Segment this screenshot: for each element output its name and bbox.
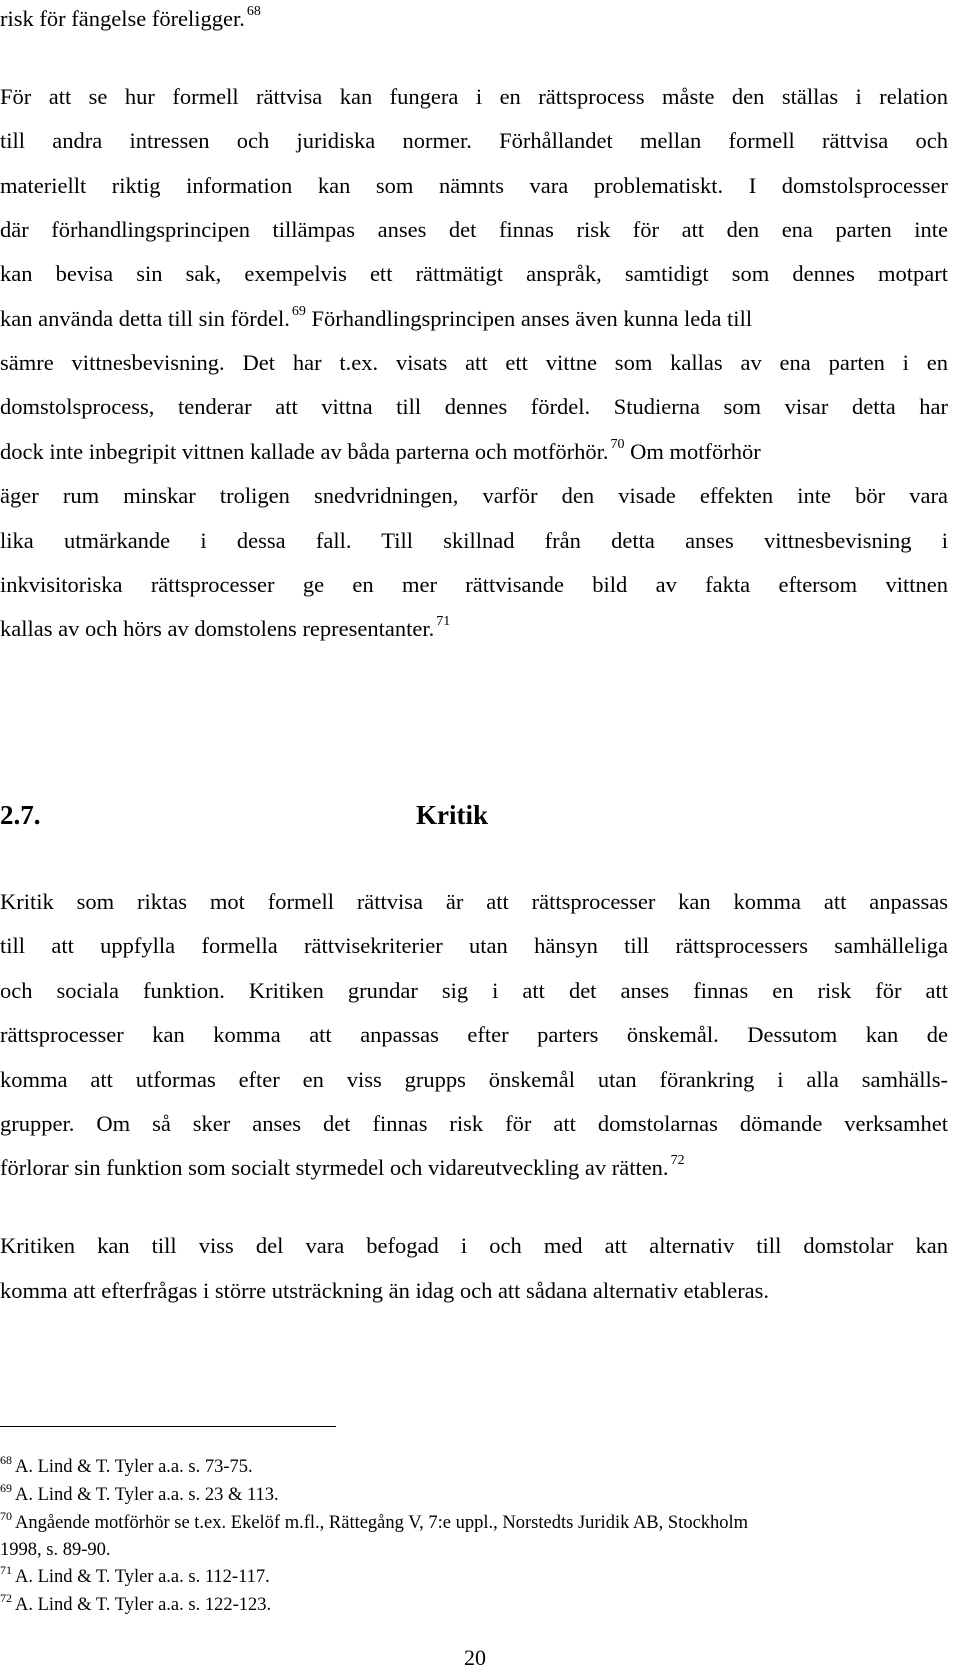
paragraph-line xyxy=(0,570,948,600)
paragraph-line xyxy=(0,304,948,338)
paragraph-line xyxy=(0,392,948,422)
footnote-number: 71 xyxy=(0,1563,12,1577)
paragraph-line xyxy=(0,1020,948,1050)
line-text: där förhandlingsprincipen tillämpas anses det finnas risk för att den ena parten inte xyxy=(0,217,948,242)
line-text: Kritik som riktas mot formell rättvisa är att rättsprocesser kan komma att anpassas xyxy=(0,889,948,914)
footnote xyxy=(0,1591,272,1617)
line-text: Förhandlingsprincipen anses även kunna leda till xyxy=(305,306,753,331)
paragraph-line xyxy=(0,82,948,112)
line-text: rättsprocesser kan komma att anpassas efter parters önskemål. Dessutom kan de xyxy=(0,1022,948,1047)
paragraph-line xyxy=(0,976,948,1006)
paragraph-line xyxy=(0,1109,948,1139)
line-text: till andra intressen och juridiska normer. Förhållandet mellan formell rättvisa och xyxy=(0,128,948,153)
line-text: till att uppfylla formella rättvisekriterier utan hänsyn till rättsprocessers samhälleliga xyxy=(0,933,948,958)
paragraph-line xyxy=(0,259,948,289)
section-number: 2.7. xyxy=(0,800,41,830)
carryover-text: risk för fängelse föreligger. xyxy=(0,6,245,31)
footnote-ref: 71 xyxy=(436,614,451,629)
line-text: lika utmärkande i dessa fall. Till skillnad från detta anses vittnesbevisning i xyxy=(0,528,948,553)
line-text: Om motförhör xyxy=(624,439,761,464)
paragraph-line xyxy=(0,931,948,961)
footnote-text: A. Lind & T. Tyler a.a. s. 112-117. xyxy=(15,1567,270,1587)
paragraph-line xyxy=(0,614,450,648)
paragraph-line xyxy=(0,215,948,245)
footnote xyxy=(0,1563,270,1589)
line-text: förlorar sin funktion som socialt styrmedel och vidareutveckling av rätten. xyxy=(0,1155,669,1180)
line-text: kallas av och hörs av domstolens representanter. xyxy=(0,616,435,641)
line-text: domstolsprocess, tenderar att vittna till dennes fördel. Studierna som visar detta har xyxy=(0,394,948,419)
paragraph-line xyxy=(0,526,948,556)
line-text: kan använda detta till sin fördel. xyxy=(0,306,290,331)
paragraph-line xyxy=(0,887,948,917)
paragraph-line xyxy=(0,1231,948,1261)
paragraph-line xyxy=(0,437,761,471)
line-text: äger rum minskar troligen snedvridningen, varför den visade effekten inte bör vara xyxy=(0,483,948,508)
paragraph-line xyxy=(0,1065,948,1095)
carryover-line xyxy=(0,4,261,38)
line-text: inkvisitoriska rättsprocesser ge en mer rättvisande bild av fakta eftersom vittnen xyxy=(0,572,948,597)
line-text: För att se hur formell rättvisa kan fungera i en rättsprocess måste den ställas i relation xyxy=(0,84,948,109)
paragraph-line xyxy=(0,1153,685,1187)
paragraph-line xyxy=(0,481,948,511)
footnote xyxy=(0,1481,279,1507)
line-text: dock inte inbegripit vittnen kallade av båda parterna och motförhör. xyxy=(0,439,609,464)
footnote-separator xyxy=(0,1426,336,1427)
line-text: materiellt riktig information kan som nämnts vara problematiskt. I domstolsprocesser xyxy=(0,173,948,198)
footnote-text: A. Lind & T. Tyler a.a. s. 122-123. xyxy=(15,1595,272,1615)
footnote-text: A. Lind & T. Tyler a.a. s. 23 & 113. xyxy=(15,1485,279,1505)
paragraph-line xyxy=(0,1276,769,1306)
line-text: kan bevisa sin sak, exempelvis ett rättmätigt anspråk, samtidigt som dennes motpart xyxy=(0,261,948,286)
footnote-ref: 72 xyxy=(670,1153,685,1168)
line-text: sämre vittnesbevisning. Det har t.ex. visats att ett vittne som kallas av ena parten i en xyxy=(0,350,948,375)
line-text: Kritiken kan till viss del vara befogad i och med att alternativ till domstolar kan xyxy=(0,1233,948,1258)
footnote-text: A. Lind & T. Tyler a.a. s. 73-75. xyxy=(15,1457,253,1477)
paragraph-line xyxy=(0,171,948,201)
footnote-number: 70 xyxy=(0,1509,12,1523)
paragraph-line xyxy=(0,348,948,378)
footnote xyxy=(0,1453,253,1479)
footnote-text: Angående motförhör se t.ex. Ekelöf m.fl., Rättegång V, 7:e uppl., Norstedts Juridik AB, Stockholm xyxy=(15,1513,749,1533)
page-number: 20 xyxy=(464,1645,486,1670)
line-text: komma att utformas efter en viss grupps önskemål utan förankring i alla samhälls- xyxy=(0,1067,948,1092)
footnote-number: 72 xyxy=(0,1591,12,1605)
line-text: grupper. Om så sker anses det finnas risk för att domstolarnas dömande verksamhet xyxy=(0,1111,948,1136)
footnote-continuation xyxy=(0,1539,111,1561)
footnote-number: 68 xyxy=(0,1453,12,1467)
footnote-text: 1998, s. 89-90. xyxy=(0,1540,111,1560)
footnote-ref: 68 xyxy=(246,4,261,19)
footnote-ref: 70 xyxy=(610,437,625,452)
footnote xyxy=(0,1509,749,1535)
paragraph-line xyxy=(0,126,948,156)
line-text: komma att efterfrågas i större utsträckning än idag och att sådana alternativ etableras. xyxy=(0,1278,770,1303)
footnote-ref: 69 xyxy=(291,304,306,319)
section-title: Kritik xyxy=(416,800,488,830)
line-text: och sociala funktion. Kritiken grundar sig i att det anses finnas en risk för att xyxy=(0,978,948,1003)
footnote-number: 69 xyxy=(0,1481,12,1495)
